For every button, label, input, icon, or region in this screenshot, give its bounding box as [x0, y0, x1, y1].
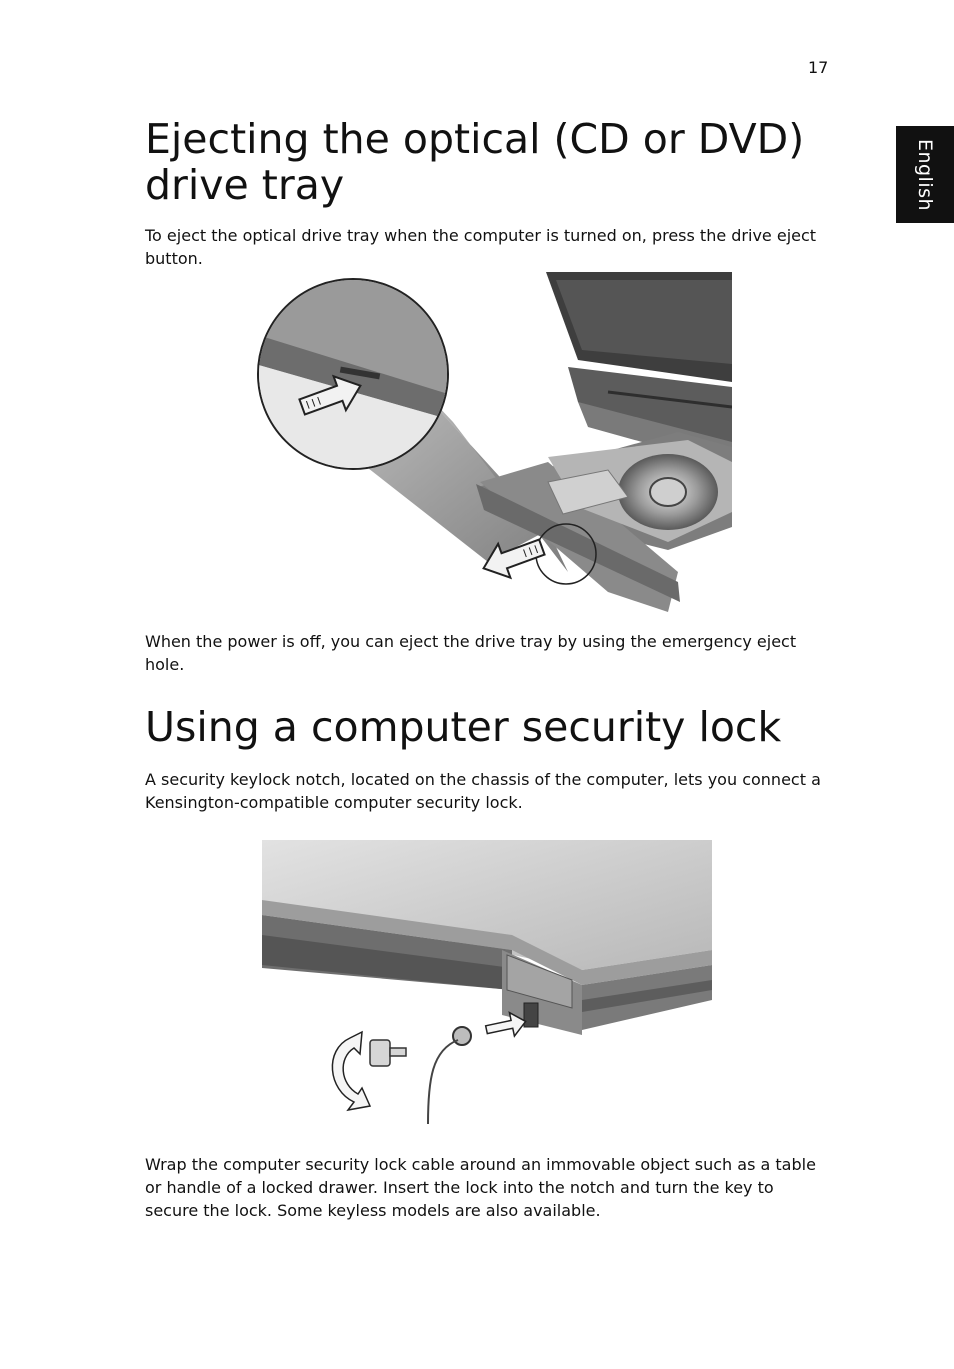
section-title-eject: Ejecting the optical (CD or DVD) drive tray	[145, 115, 805, 209]
eject-intro-text: To eject the optical drive tray when the computer is turned on, press the drive eject button.	[145, 226, 817, 268]
laptop-illustration	[546, 272, 732, 467]
drive-tray-figure	[248, 272, 732, 617]
key-icon	[370, 1040, 406, 1066]
language-tab	[896, 126, 954, 223]
lock-cable	[428, 1040, 458, 1124]
page-number: 17	[808, 58, 829, 77]
security-lock-figure	[262, 840, 712, 1124]
section-title-security-lock: Using a computer security lock	[145, 703, 782, 751]
rotate-arrow-icon	[332, 1032, 370, 1110]
lock-slot	[524, 1003, 538, 1027]
security-lock-instructions-text: Wrap the computer security lock cable around an immovable object such as a table or handle of a locked drawer. Insert the lock into the notch and turn the key to secure the lock. Some keyless models are also available.	[145, 1155, 816, 1220]
security-lock-intro-text: A security keylock notch, located on the chassis of the computer, lets you connect a Kensington-compatible computer security lock.	[145, 770, 821, 812]
eject-poweroff-text: When the power is off, you can eject the drive tray by using the emergency eject hole.	[145, 632, 797, 674]
laptop-corner-illustration	[262, 840, 712, 1035]
language-tab-label: English	[914, 138, 936, 211]
